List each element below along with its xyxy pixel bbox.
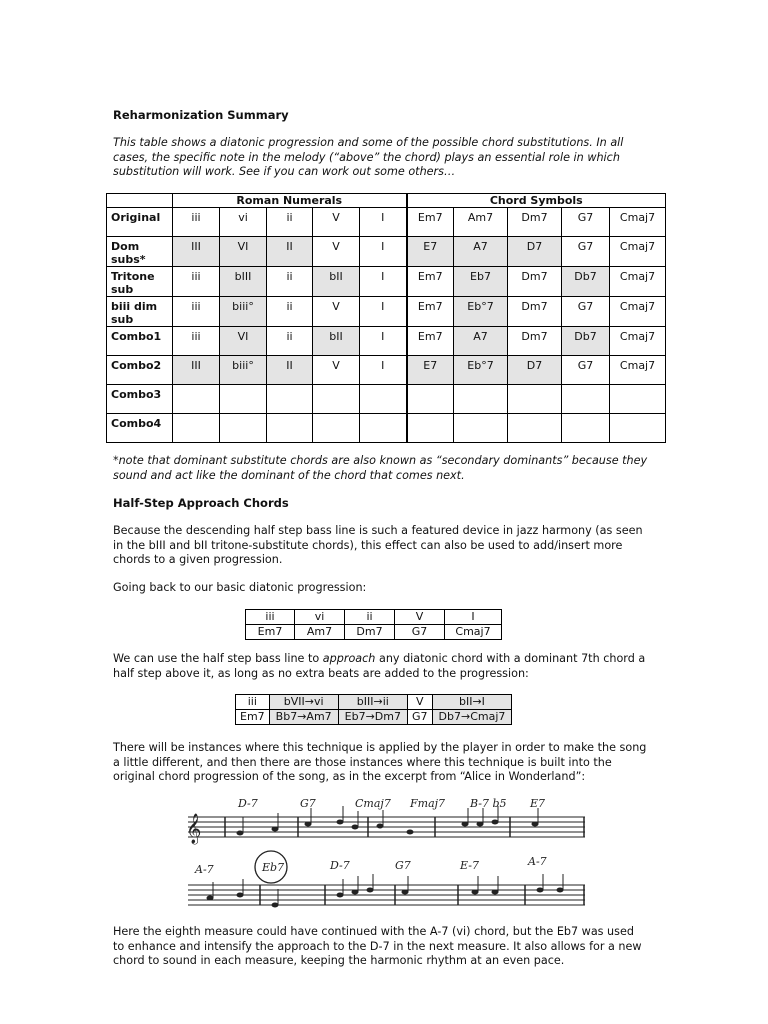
emphasis-approach: approach bbox=[322, 652, 376, 665]
roman-numeral-cell bbox=[220, 385, 267, 414]
chord-cell: Em7 bbox=[236, 710, 270, 725]
roman-numeral-cell: V bbox=[313, 237, 360, 267]
chord-cell: Am7 bbox=[295, 625, 345, 640]
chord-symbol-cell: Eb°7 bbox=[454, 297, 508, 327]
intro-paragraph bbox=[113, 136, 658, 180]
paragraph-line: chords to a given progression. bbox=[113, 553, 283, 567]
numeral-cell: bIII→ii bbox=[338, 695, 407, 710]
paragraph-1 bbox=[113, 524, 658, 568]
chord-symbol-cell: A7 bbox=[454, 237, 508, 267]
header-chord-symbols: Chord Symbols bbox=[407, 194, 666, 208]
roman-numeral-cell: VI bbox=[220, 237, 267, 267]
chord-symbol-cell: E7 bbox=[407, 237, 454, 267]
paragraph-line: in the bIII and bII tritone-substitute chords), this effect can also be used to add/insert more bbox=[113, 538, 623, 552]
footnote bbox=[113, 454, 658, 483]
chord-cell: Em7 bbox=[246, 625, 295, 640]
chord-symbol-cell: Em7 bbox=[407, 208, 454, 237]
footnote-line: *note that dominant substitute chords are also known as “secondary dominants” because they bbox=[113, 454, 648, 467]
paragraph-line: original chord progression of the song, as in the excerpt from “Alice in Wonderland”: bbox=[113, 770, 586, 784]
paragraph-line: There will be instances where this technique is applied by the player in order to make the song bbox=[113, 741, 647, 754]
score-chord-label: G7 bbox=[300, 797, 316, 810]
svg-text:𝄞: 𝄞 bbox=[186, 814, 202, 844]
table-row bbox=[107, 237, 666, 267]
table-row bbox=[107, 385, 666, 414]
numeral-cell: V bbox=[408, 695, 433, 710]
roman-numeral-cell bbox=[267, 385, 313, 414]
numeral-cell: I bbox=[445, 610, 502, 625]
score-chord-label: D-7 bbox=[330, 859, 350, 872]
score-chord-label: A-7 bbox=[195, 863, 214, 876]
score-chord-label: E-7 bbox=[460, 859, 479, 872]
chord-symbol-cell: Cmaj7 bbox=[610, 356, 666, 385]
chord-cell: Eb7→Dm7 bbox=[338, 710, 407, 725]
numeral-cell: V bbox=[395, 610, 445, 625]
numeral-cell: bII→I bbox=[432, 695, 512, 710]
text-span: any diatonic chord with a dominant 7th chord a bbox=[375, 652, 646, 665]
score-chord-label: Fmaj7 bbox=[410, 797, 446, 810]
roman-numeral-cell: bII bbox=[313, 267, 360, 297]
table-row bbox=[236, 695, 512, 710]
roman-numeral-cell bbox=[360, 414, 407, 443]
chord-symbol-cell: G7 bbox=[562, 237, 610, 267]
chord-symbol-cell: Em7 bbox=[407, 327, 454, 356]
approach-chords-table bbox=[235, 694, 512, 725]
roman-numeral-cell: I bbox=[360, 356, 407, 385]
roman-numeral-cell: I bbox=[360, 267, 407, 297]
intro-line: substitution will work. See if you can work out some others… bbox=[113, 165, 456, 179]
paragraph-line: Because the descending half step bass line is such a featured device in jazz harmony (as seen bbox=[113, 524, 643, 537]
paragraph-line: Here the eighth measure could have continued with the A-7 (vi) chord, but the Eb7 was used bbox=[113, 925, 634, 938]
chord-symbol-cell bbox=[454, 414, 508, 443]
score-chord-label: E7 bbox=[530, 797, 546, 810]
roman-numeral-cell: I bbox=[360, 208, 407, 237]
chord-symbol-cell bbox=[562, 414, 610, 443]
paragraph-3 bbox=[113, 652, 658, 681]
paragraph-line: chord to sound in each measure, keeping the harmonic rhythm at an even pace. bbox=[113, 954, 565, 968]
header-empty bbox=[107, 194, 173, 208]
score-chord-label: G7 bbox=[395, 859, 411, 872]
roman-numeral-cell: I bbox=[360, 297, 407, 327]
alice-in-wonderland-score bbox=[180, 793, 590, 913]
roman-numeral-cell: ii bbox=[267, 208, 313, 237]
chord-symbol-cell: E7 bbox=[407, 356, 454, 385]
row-label: Combo4 bbox=[107, 414, 173, 443]
chord-cell: Dm7 bbox=[345, 625, 395, 640]
paragraph-line bbox=[113, 652, 658, 667]
table-row bbox=[107, 327, 666, 356]
row-label: Tritone sub bbox=[107, 267, 173, 297]
score-chord-label: Cmaj7 bbox=[355, 797, 391, 810]
roman-numeral-cell bbox=[360, 385, 407, 414]
intro-line: cases, the specific note in the melody (“above” the chord) plays an essential role in which bbox=[113, 150, 620, 164]
paragraph-5 bbox=[113, 925, 658, 969]
chord-symbol-cell bbox=[508, 414, 562, 443]
roman-numeral-cell bbox=[220, 414, 267, 443]
roman-numeral-cell: V bbox=[313, 297, 360, 327]
footnote-line: sound and act like the dominant of the chord that comes next. bbox=[113, 468, 465, 482]
row-label: Combo1 bbox=[107, 327, 173, 356]
table-row bbox=[107, 356, 666, 385]
numeral-cell: iii bbox=[236, 695, 270, 710]
chord-symbol-cell bbox=[562, 385, 610, 414]
paragraph-line: half step above it, as long as no extra beats are added to the progression: bbox=[113, 666, 529, 680]
numeral-cell: bVII→vi bbox=[269, 695, 338, 710]
table-row bbox=[107, 297, 666, 327]
roman-numeral-cell: III bbox=[173, 356, 220, 385]
table-row bbox=[107, 414, 666, 443]
row-label: biii dim sub bbox=[107, 297, 173, 327]
score-chord-label: A-7 bbox=[528, 855, 547, 868]
paragraph-line: a little different, and then there are those instances where this technique is built into the bbox=[113, 755, 612, 769]
numeral-cell: iii bbox=[246, 610, 295, 625]
paragraph-line: to enhance and intensify the approach to the D-7 in the next measure. It also allows for a new bbox=[113, 939, 642, 953]
roman-numeral-cell: I bbox=[360, 237, 407, 267]
chord-symbol-cell bbox=[610, 414, 666, 443]
table-row bbox=[107, 208, 666, 237]
roman-numeral-cell bbox=[173, 385, 220, 414]
chord-symbol-cell bbox=[610, 385, 666, 414]
basic-progression-table bbox=[245, 609, 502, 640]
chord-cell: Bb7→Am7 bbox=[269, 710, 338, 725]
chord-cell: G7 bbox=[408, 710, 433, 725]
chord-symbol-cell bbox=[407, 414, 454, 443]
chord-symbol-cell: Em7 bbox=[407, 267, 454, 297]
table-row bbox=[236, 710, 512, 725]
numeral-cell: vi bbox=[295, 610, 345, 625]
chord-symbol-cell bbox=[508, 385, 562, 414]
numeral-cell: ii bbox=[345, 610, 395, 625]
roman-numeral-cell: iii bbox=[173, 327, 220, 356]
chord-symbol-cell: Db7 bbox=[562, 267, 610, 297]
chord-symbol-cell: Db7 bbox=[562, 327, 610, 356]
table-header-row bbox=[107, 194, 666, 208]
roman-numeral-cell: III bbox=[173, 237, 220, 267]
chord-symbol-cell: G7 bbox=[562, 356, 610, 385]
chord-symbol-cell: Cmaj7 bbox=[610, 208, 666, 237]
chord-symbol-cell: Cmaj7 bbox=[610, 237, 666, 267]
paragraph-4 bbox=[113, 741, 658, 785]
roman-numeral-cell: vi bbox=[220, 208, 267, 237]
roman-numeral-cell: bIII bbox=[220, 267, 267, 297]
table-row bbox=[107, 267, 666, 297]
roman-numeral-cell: I bbox=[360, 327, 407, 356]
chord-symbol-cell: D7 bbox=[508, 237, 562, 267]
score-chord-label: B-7 b5 bbox=[470, 797, 507, 810]
chord-symbol-cell: Eb7 bbox=[454, 267, 508, 297]
roman-numeral-cell: iii bbox=[173, 208, 220, 237]
chord-symbol-cell: G7 bbox=[562, 297, 610, 327]
roman-numeral-cell bbox=[267, 414, 313, 443]
score-chord-label: Eb7 bbox=[262, 861, 285, 874]
chord-symbol-cell: Am7 bbox=[454, 208, 508, 237]
roman-numeral-cell bbox=[313, 414, 360, 443]
section-heading-reharmonization: Reharmonization Summary bbox=[113, 108, 289, 122]
score-chord-label: D-7 bbox=[238, 797, 258, 810]
row-label: Combo3 bbox=[107, 385, 173, 414]
row-label: Original bbox=[107, 208, 173, 237]
chord-symbol-cell: D7 bbox=[508, 356, 562, 385]
chord-cell: Db7→Cmaj7 bbox=[432, 710, 512, 725]
table-row bbox=[246, 625, 502, 640]
chord-cell: Cmaj7 bbox=[445, 625, 502, 640]
intro-line: This table shows a diatonic progression and some of the possible chord substitutions. In all bbox=[113, 136, 624, 149]
chord-symbol-cell: Cmaj7 bbox=[610, 297, 666, 327]
chord-cell: G7 bbox=[395, 625, 445, 640]
chord-symbol-cell: Dm7 bbox=[508, 297, 562, 327]
chord-symbol-cell: Dm7 bbox=[508, 327, 562, 356]
roman-numeral-cell bbox=[173, 414, 220, 443]
roman-numeral-cell: iii bbox=[173, 297, 220, 327]
roman-numeral-cell: II bbox=[267, 356, 313, 385]
roman-numeral-cell: iii bbox=[173, 267, 220, 297]
chord-symbol-cell: G7 bbox=[562, 208, 610, 237]
roman-numeral-cell: ii bbox=[267, 297, 313, 327]
roman-numeral-cell: II bbox=[267, 237, 313, 267]
row-label: Combo2 bbox=[107, 356, 173, 385]
chord-symbol-cell bbox=[407, 385, 454, 414]
chord-symbol-cell: Cmaj7 bbox=[610, 267, 666, 297]
paragraph-2: Going back to our basic diatonic progression: bbox=[113, 581, 367, 594]
chord-symbol-cell: Eb°7 bbox=[454, 356, 508, 385]
reharmonization-table bbox=[106, 193, 666, 443]
roman-numeral-cell: biii° bbox=[220, 297, 267, 327]
roman-numeral-cell: VI bbox=[220, 327, 267, 356]
header-roman-numerals: Roman Numerals bbox=[173, 194, 407, 208]
row-label: Dom subs* bbox=[107, 237, 173, 267]
roman-numeral-cell: biii° bbox=[220, 356, 267, 385]
roman-numeral-cell: ii bbox=[267, 267, 313, 297]
chord-symbol-cell: Cmaj7 bbox=[610, 327, 666, 356]
roman-numeral-cell bbox=[313, 385, 360, 414]
chord-symbol-cell: Dm7 bbox=[508, 208, 562, 237]
roman-numeral-cell: V bbox=[313, 208, 360, 237]
roman-numeral-cell: bII bbox=[313, 327, 360, 356]
chord-symbol-cell: A7 bbox=[454, 327, 508, 356]
roman-numeral-cell: ii bbox=[267, 327, 313, 356]
section-heading-half-step: Half-Step Approach Chords bbox=[113, 496, 289, 510]
chord-symbol-cell bbox=[454, 385, 508, 414]
text-span: We can use the half step bass line to bbox=[113, 652, 323, 665]
chord-symbol-cell: Dm7 bbox=[508, 267, 562, 297]
table-row bbox=[246, 610, 502, 625]
chord-symbol-cell: Em7 bbox=[407, 297, 454, 327]
roman-numeral-cell: V bbox=[313, 356, 360, 385]
